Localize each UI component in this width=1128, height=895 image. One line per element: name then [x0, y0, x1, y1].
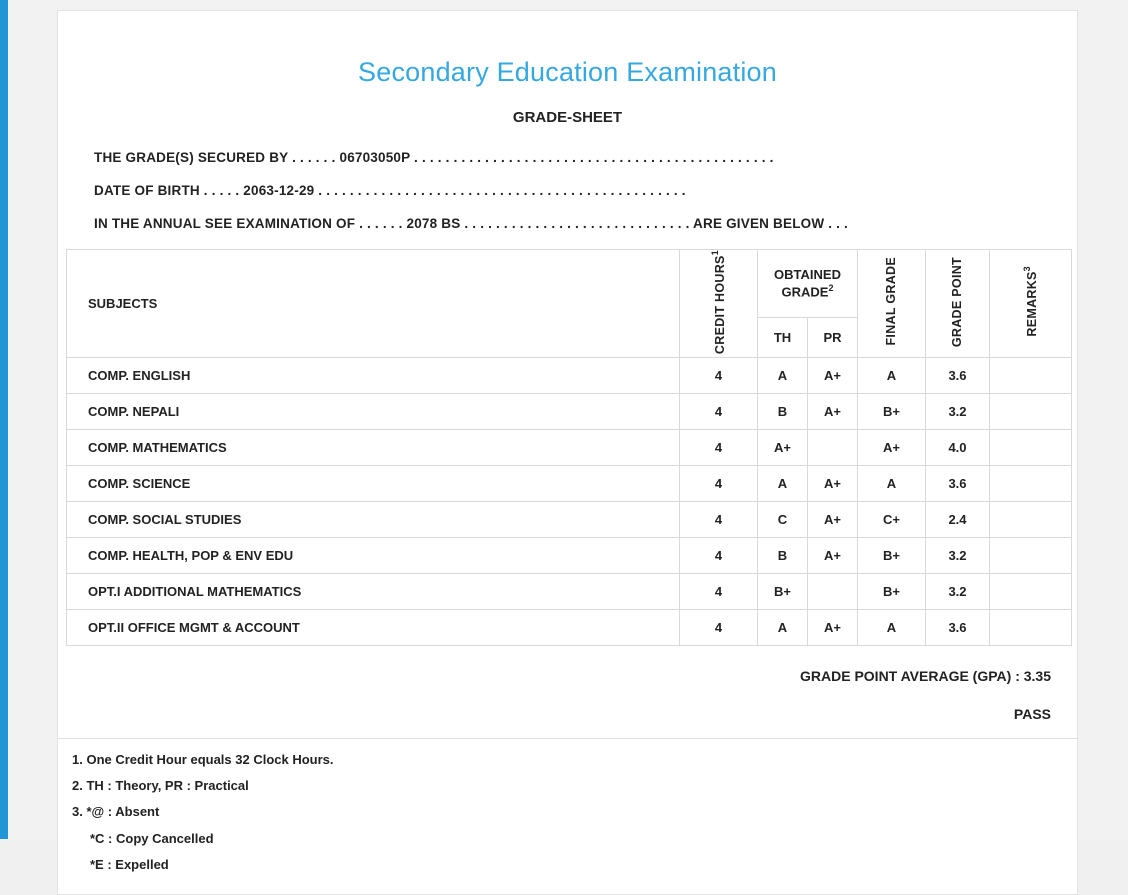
table-row — [67, 429, 1072, 465]
summary-block — [66, 646, 1069, 726]
header-grade-point — [926, 249, 990, 357]
cell-credit: 4 — [680, 429, 758, 465]
cell-grade-point: 2.4 — [926, 501, 990, 537]
cell-grade-point: 3.2 — [926, 393, 990, 429]
gpa-value: GRADE POINT AVERAGE (GPA) : 3.35 — [800, 667, 1051, 684]
header-grade-point-label: GRADE POINT — [950, 256, 965, 347]
grades-table-body — [67, 357, 1072, 645]
header-remarks-sup: 3 — [1021, 266, 1032, 272]
header-remarks-label: REMARKS — [1024, 271, 1039, 338]
cell-final-grade: C+ — [858, 501, 926, 537]
cell-practical: A+ — [808, 537, 858, 573]
cell-subject: OPT.I ADDITIONAL MATHEMATICS — [67, 573, 680, 609]
header-theory: TH — [758, 318, 808, 357]
header-obtained-grade-label: OBTAINED GRADE — [774, 266, 841, 300]
header-obtained-grade-sup: 2 — [828, 282, 834, 293]
cell-grade-point: 3.6 — [926, 357, 990, 393]
table-row — [67, 573, 1072, 609]
table-row — [67, 357, 1072, 393]
meta-line-exam-year: IN THE ANNUAL SEE EXAMINATION OF . . . . . . 2078 BS . . . . . . . . . . . . . . . . . . . . . . . . . . . . . ARE GIVEN BELOW . . . — [94, 215, 849, 231]
cell-remarks — [990, 393, 1072, 429]
cell-subject: COMP. SCIENCE — [67, 465, 680, 501]
page-title: Secondary Education Examination — [358, 57, 777, 87]
cell-theory: B — [758, 393, 808, 429]
cell-subject: COMP. HEALTH, POP & ENV EDU — [67, 537, 680, 573]
cell-final-grade: A+ — [858, 429, 926, 465]
header-remarks — [990, 249, 1072, 357]
cell-credit: 4 — [680, 537, 758, 573]
cell-subject: OPT.II OFFICE MGMT & ACCOUNT — [67, 609, 680, 645]
cell-remarks — [990, 357, 1072, 393]
header-obtained-grade — [758, 249, 858, 318]
cell-theory: B — [758, 537, 808, 573]
result-status: PASS — [1013, 705, 1051, 722]
cell-credit: 4 — [680, 501, 758, 537]
header-credit-hours-label: CREDIT HOURS — [712, 255, 727, 354]
cell-credit: 4 — [680, 609, 758, 645]
cell-credit: 4 — [680, 357, 758, 393]
footnote-item: 3. *@ : Absent — [72, 804, 160, 820]
cell-grade-point: 4.0 — [926, 429, 990, 465]
cell-subject: COMP. SOCIAL STUDIES — [67, 501, 680, 537]
cell-practical: A+ — [808, 465, 858, 501]
cell-theory: A — [758, 465, 808, 501]
cell-credit: 4 — [680, 393, 758, 429]
cell-final-grade: A — [858, 609, 926, 645]
cell-final-grade: B+ — [858, 393, 926, 429]
cell-grade-point: 3.6 — [926, 465, 990, 501]
header-subjects: SUBJECTS — [67, 249, 680, 357]
grades-table — [66, 249, 1072, 646]
footnote-item: 1. One Credit Hour equals 32 Clock Hours. — [72, 751, 334, 767]
cell-final-grade: B+ — [858, 537, 926, 573]
cell-practical: A+ — [808, 357, 858, 393]
cell-remarks — [990, 609, 1072, 645]
cell-practical: A+ — [808, 501, 858, 537]
header-credit-hours-sup: 1 — [709, 249, 720, 255]
cell-grade-point: 3.6 — [926, 609, 990, 645]
cell-remarks — [990, 501, 1072, 537]
table-row — [67, 465, 1072, 501]
cell-grade-point: 3.2 — [926, 573, 990, 609]
student-meta-block — [66, 150, 1069, 231]
header-practical: PR — [808, 318, 858, 357]
footnote-item: *E : Expelled — [90, 856, 169, 872]
cell-remarks — [990, 537, 1072, 573]
cell-subject: COMP. NEPALI — [67, 393, 680, 429]
cell-remarks — [990, 429, 1072, 465]
footnote-item: 2. TH : Theory, PR : Practical — [72, 778, 249, 794]
footnotes — [58, 739, 1077, 894]
table-row — [67, 609, 1072, 645]
header-credit-hours — [680, 249, 758, 357]
table-row — [67, 393, 1072, 429]
cell-credit: 4 — [680, 573, 758, 609]
left-accent-rail — [0, 0, 8, 839]
cell-grade-point: 3.2 — [926, 537, 990, 573]
cell-theory: A — [758, 357, 808, 393]
footnote-item: *C : Copy Cancelled — [90, 830, 214, 846]
cell-remarks — [990, 465, 1072, 501]
cell-theory: B+ — [758, 573, 808, 609]
header-final-grade-label: FINAL GRADE — [884, 257, 899, 346]
table-row — [67, 537, 1072, 573]
grades-table-header — [67, 249, 1072, 357]
cell-remarks — [990, 573, 1072, 609]
table-row — [67, 501, 1072, 537]
grade-sheet-document — [57, 10, 1078, 895]
cell-practical — [808, 573, 858, 609]
cell-final-grade: A — [858, 465, 926, 501]
page-subtitle: GRADE-SHEET — [512, 108, 623, 126]
cell-practical — [808, 429, 858, 465]
cell-theory: C — [758, 501, 808, 537]
cell-subject: COMP. ENGLISH — [67, 357, 680, 393]
cell-theory: A — [758, 609, 808, 645]
cell-subject: COMP. MATHEMATICS — [67, 429, 680, 465]
meta-line-date-of-birth: DATE OF BIRTH . . . . . 2063-12-29 . . . . . . . . . . . . . . . . . . . . . . . . . . . . . . . . . . . . . . . . . . . . . . . — [94, 182, 686, 198]
cell-theory: A+ — [758, 429, 808, 465]
cell-practical: A+ — [808, 609, 858, 645]
header-final-grade — [858, 249, 926, 357]
meta-line-grades-secured-by: THE GRADE(S) SECURED BY . . . . . . 06703050P . . . . . . . . . . . . . . . . . . . . . . . . . . . . . . . . . . . . . . . . . . . . . . — [94, 149, 774, 165]
cell-credit: 4 — [680, 465, 758, 501]
cell-final-grade: A — [858, 357, 926, 393]
cell-final-grade: B+ — [858, 573, 926, 609]
cell-practical: A+ — [808, 393, 858, 429]
